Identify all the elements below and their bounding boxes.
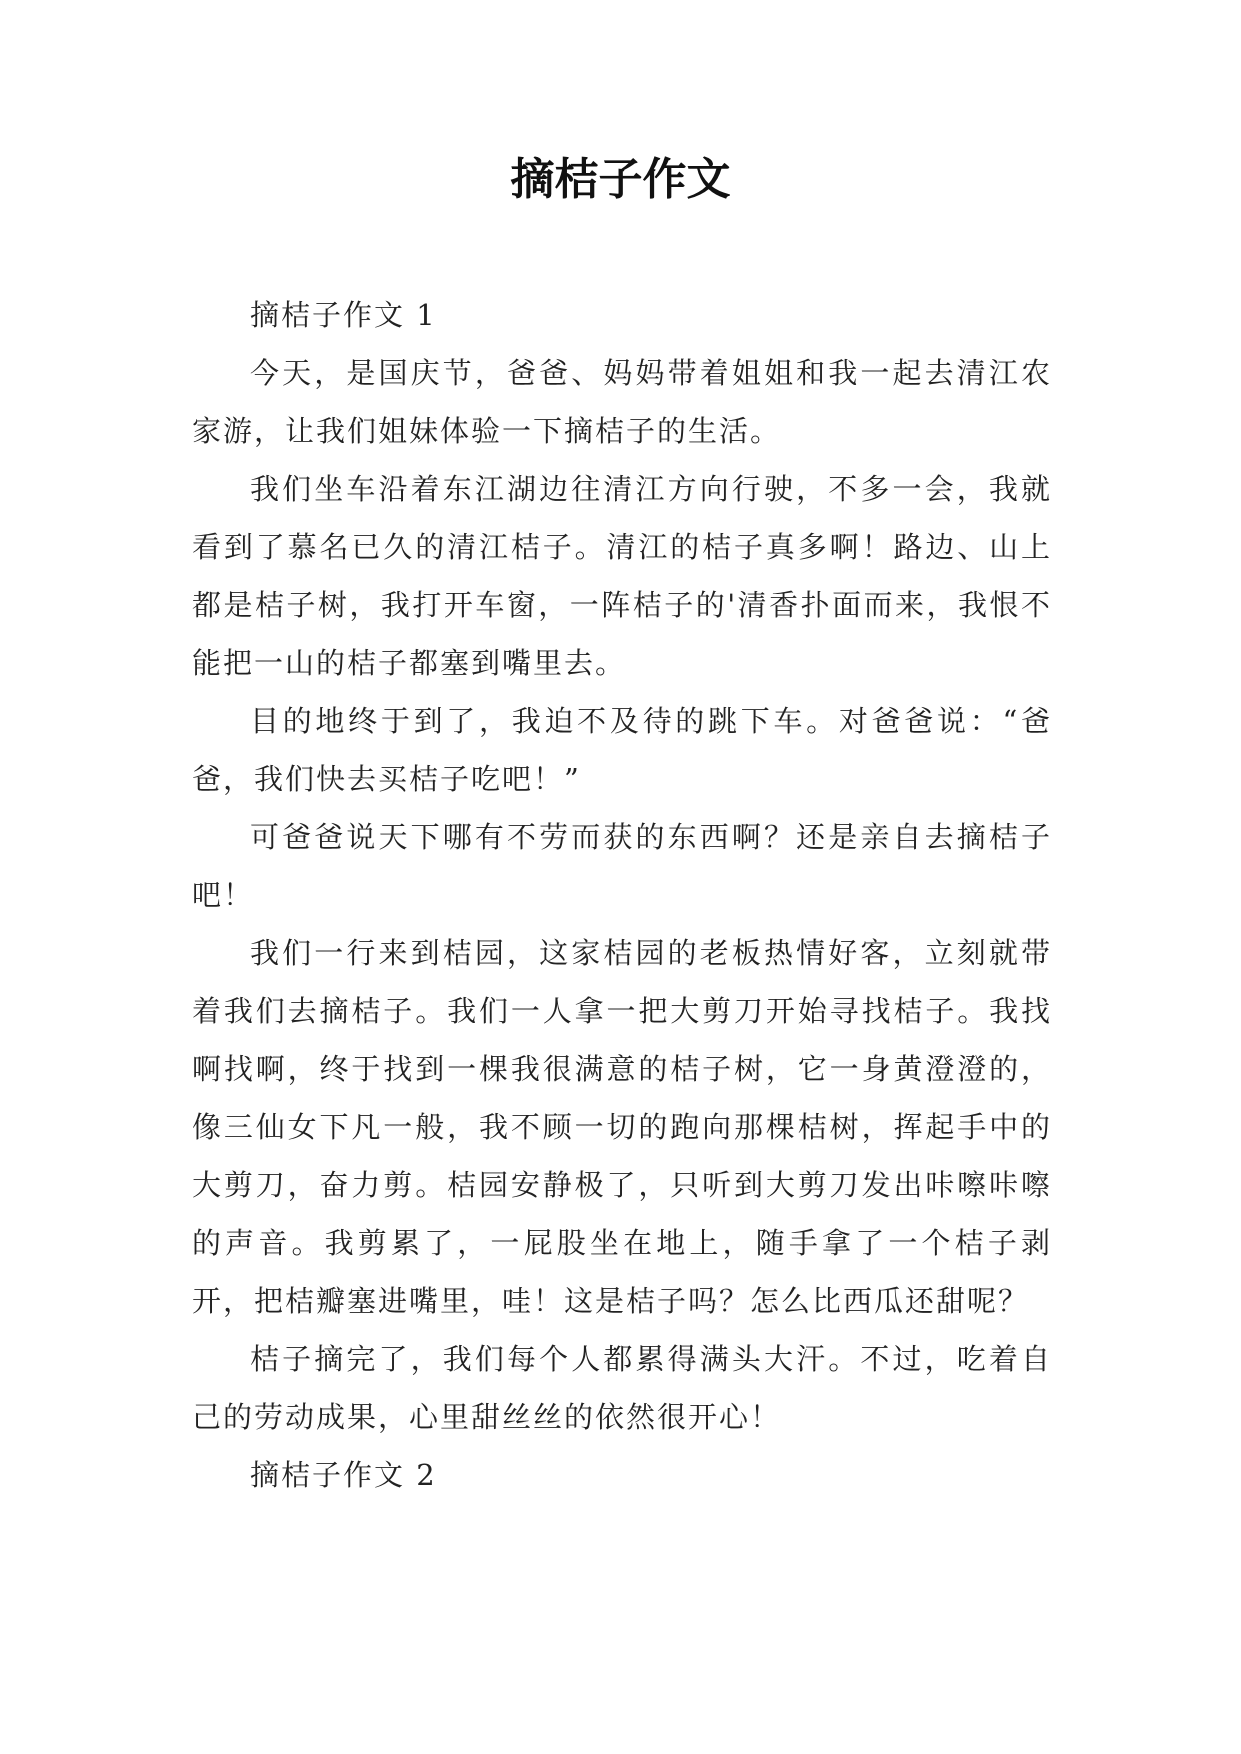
paragraph: 今天，是国庆节，爸爸、妈妈带着姐姐和我一起去清江农家游，让我们姐妹体验一下摘桔子的生活。: [192, 356, 1052, 448]
document-body: [192, 286, 1052, 1504]
paragraph: 我们一行来到桔园，这家桔园的老板热情好客，立刻就带着我们去摘桔子。我们一人拿一把大剪刀开始寻找桔子。我找啊找啊，终于找到一棵我很满意的桔子树，它一身黄澄澄的，像三仙女下凡一般，我不顾一切的跑向那棵桔树，挥起手中的大剪刀，奋力剪。桔园安静极了，只听到大剪刀发出咔嚓咔嚓的声音。我剪累了，一屁股坐在地上，随手拿了一个桔子剥开，把桔瓣塞进嘴里，哇！这是桔子吗？怎么比西瓜还甜呢？: [192, 936, 1052, 1318]
document-title: 摘桔子作文: [510, 154, 731, 205]
paragraph: 目的地终于到了，我迫不及待的跳下车。对爸爸说：“爸爸，我们快去买桔子吃吧！”: [192, 704, 1052, 796]
paragraph: 桔子摘完了，我们每个人都累得满头大汗。不过，吃着自己的劳动成果，心里甜丝丝的依然很开心！: [192, 1342, 1052, 1434]
paragraph: 我们坐车沿着东江湖边往清江方向行驶，不多一会，我就看到了慕名已久的清江桔子。清江的桔子真多啊！路边、山上都是桔子树，我打开车窗，一阵桔子的'清香扑面而来，我恨不能把一山的桔子都塞到嘴里去。: [192, 472, 1052, 680]
section-heading-1: 摘桔子作文 1: [250, 298, 437, 332]
section-heading-2: 摘桔子作文 2: [250, 1458, 437, 1492]
paragraph: 可爸爸说天下哪有不劳而获的东西啊？还是亲自去摘桔子吧！: [192, 820, 1052, 912]
